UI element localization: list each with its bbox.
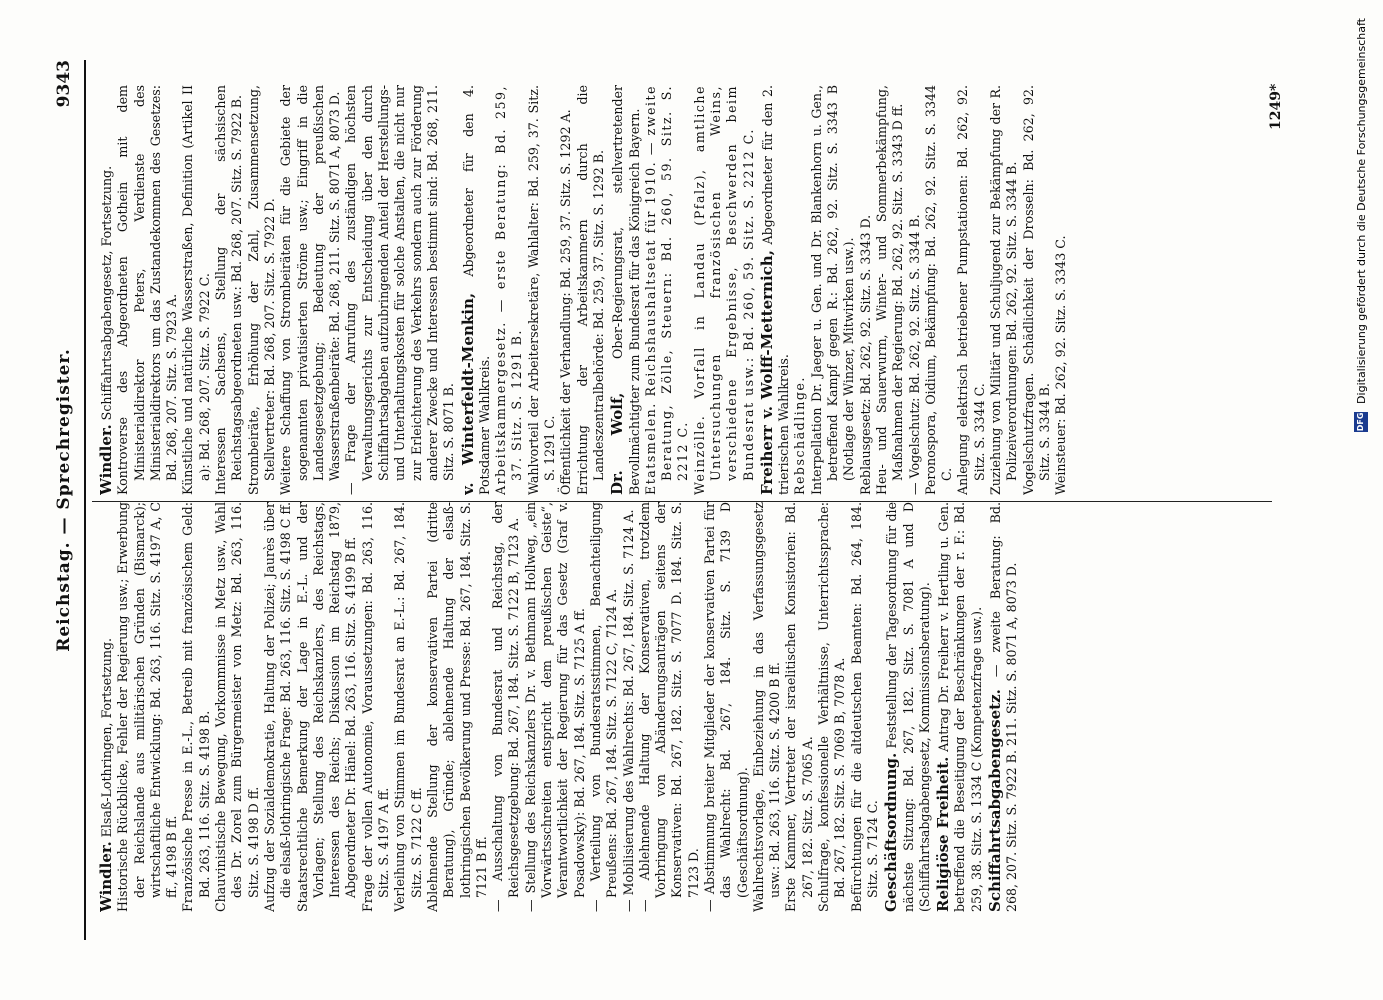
register-entry: Schulfrage, konfessionelle Verhältnisse, Unterrichtssprache: Bd. 267, 182. Sitz. S. 7069 B, 7078 A. [816,502,848,912]
register-heading [98,85,115,495]
register-entry: Historische Rückblicke, Fehler der Regierung usw.; Erwerbung der Reichslande aus militärischen Gründen (Bismarck); wirtschaftliche Entwicklung: Bd. 263, 116. Sitz. S. 4197 A, C ff., 4198 B ff. [115,502,180,912]
register-entry: Zuziehung von Militär und Schuljugend zur Bekämpfung der R. Polizeiverordnungen: Bd. 262, 92. Sitz. S. 3344 B. [988,85,1020,495]
register-entry: Interessen Sachsens, Stellung der sächsischen Reichstagsabgeordneten usw.: Bd. 268, 207. Sitz. S. 7922 B. [213,85,245,495]
register-entry: Strombeiräte, Erhöhung der Zahl, Zusammensetzung, Stellvertreter: Bd. 268, 207. Sitz. S. 7922 D. [245,85,277,495]
register-entry: Errichtung der Arbeitskammern durch die Landeszentralbehörde: Bd. 259, 37. Sitz. S. 1292 B. [574,85,606,495]
heading-keyword: Geschäftsordnung. [882,752,901,912]
heading-keyword: Windler. [97,424,115,495]
heading-text: Antrag Dr. Freiherr v. Hertling u. Gen. betreffend die Beseitigung der Beschränkungen der r. F.: Bd. 259, 38. Sitz. S. 1334 C (Kompetenzfrage usw.). [936,502,984,912]
register-entry: Wahlvorteil der Arbeitersekretäre, Wahlalter: Bd. 259, 37. Sitz. S. 1291 C. [525,85,558,495]
digitization-note [1346,0,1376,1000]
register-entry: Weinsteuer: Bd. 262, 92. Sitz. S. 3343 C. [1053,235,1069,495]
register-entry: Heu- und Sauerwurm, Winter- und Sommerbekämpfung, Maßnahmen der Regierung: Bd. 262, 92. Sitz. S. 3343 D ff. [873,85,906,495]
register-entry: Befürchtungen für die altdeutschen Beamten: Bd. 264, 184. Sitz. S. 7124 C. [848,502,880,912]
register-entry: Kontroverse des Abgeordneten Gothein mit dem Ministerialdirektor Peters, Verdienste des Ministerialdirektors um das Zustandekommen des Gesetzes: Bd. 268, 207. Sitz. S. 7923 A. [115,85,180,495]
header-rule [84,60,86,940]
heading-keyword: Religiöse Freiheit. [934,756,953,912]
page-number: 9343 [54,60,74,108]
heading-keyword: Windler. [97,841,115,912]
heading-text: Feststellung der Tagesordnung für die nächste Sitzung: Bd. 267, 182. Sitz. S. 7081 A und D (Schiffahrtsabgabengesetz, Kommissionsberatung). [884,502,932,912]
heading-keyword: Freiherr v. Wolff-Metternich, [757,250,776,495]
register-entry: Frage der vollen Autonomie, Voraussetzungen: Bd. 263, 116. Sitz. S. 4197 A ff. [359,502,392,912]
running-title: Reichstag. — Sprechregister. [54,348,74,652]
register-entry: Reblausgesetz: Bd. 262, 92. Sitz. S. 3343 D. [857,214,873,495]
register-entry: Anlegung elektrisch betriebener Pumpstationen: Bd. 262, 92. Sitz. S. 3344 C. [955,85,987,495]
register-entry: Peronospora, Oidium, Bekämpfung: Bd. 262, 92. Sitz. S. 3344 C. [922,85,955,495]
heading-keyword: Schiffahrtsabgabengesetz. [986,689,1005,912]
heading-text: Abgeordneter für den 2. trierischen Wahlkreis. [759,85,792,495]
register-entry: Wahlrechtsvorlage, Einbeziehung in das Verfassungsgesetz usw.: Bd. 263, 116. Sitz. S. 4200 B ff. [750,502,783,912]
dfg-logo: DFG [1354,412,1368,432]
register-entry: — Mobilisierung des Wahlrechts: Bd. 267, 184. Sitz. S. 7124 A. [620,509,636,912]
register-entry: Staatsrechtliche Bemerkung der Lage in E.-L. und der Vorlagen; Stellung des Reichskanzlers, des Reichstags, Interessen des Reichs; Diskussion im Reichstag 1879, Abgeordneter Dr. Hänel: Bd. 263, 116. Sitz. S. 4199 B ff. [294,502,359,912]
register-entry: Interpellation Dr. Jaeger u. Gen. und Dr. Blankenhorn u. Gen., betreffend Kampf gegen R.: Bd. 262, 92. Sitz. S. 3343 B (Notlage der Winzer, Mitwirken usw.). [808,85,857,495]
register-entry: Verleihung von Stimmen im Bundesrat an E.-L.: Bd. 267, 184. Sitz. S. 7122 C ff. [392,502,424,912]
register-entry: Französische Presse in E.-L., Betreib mit französischem Geld: Bd. 263, 116. Sitz. S. 4198 B. [180,502,212,912]
left-column [96,502,1266,912]
right-column [96,85,1266,495]
register-entry: Chauvinistische Bewegung, Vorkommnisse in Metz usw., Wahl des Dr. Zorel zum Bürgermeister von Metz: Bd. 263, 116. Sitz. S. 4198 D ff. [213,502,261,912]
heading-text: — zweite Beratung: Bd. 268, 207. Sitz. S. 7922 B. 211. Sitz. S. 8071 A, 8073 D. [988,502,1020,912]
register-heading [609,85,643,495]
register-entry: Weinzölle. Vorfall in Landau (Pfalz), amtliche Untersuchungen französischen Weins, verschiedene Ergebnisse, Beschwerden beim Bundesrat usw.: Bd. 260, 59. Sitz. S. 2212 C. [691,85,756,495]
register-heading [460,85,494,495]
register-entry: — Stellung des Reichskanzlers Dr. v. Bethmann Hollweg, „ein Vorwärtsschreiten entspricht dem preußischen Geiste“, Verantwortlichkeit der Regierung für das Gesetz (Graf v. Posadowsky): Bd. 267, 184. Sitz. S. 7125 A ff. [522,502,587,912]
register-entry: — Ausschaltung von Bundesrat und Reichstag, der Reichsgesetzgebung: Bd. 267, 184. Sitz. S. 7122 B, 7123 A. [490,502,522,912]
heading-text: Ober-Regierungsrat, stellvertretender Bevollmächtigter zum Bundesrat für das Königreich Bayern. [610,85,642,495]
page-header [48,60,74,940]
register-entry: Aufzug der Sozialdemokratie, Haltung der Polizei; Jaurès über die elsaß-lothringische Frage: Bd. 263, 116. Sitz. S. 4198 C ff. [261,502,294,912]
heading-keyword: v. Winterfeldt-Menkin, [458,292,477,495]
heading-text: Elsaß-Lothringen, Fortsetzung. [99,637,114,838]
register-entry: Erste Kammer, Vertreter der israelitischen Konsistorien: Bd. 267, 182. Sitz. S. 7065 A. [783,502,815,912]
register-heading [987,502,1021,912]
column-divider [92,501,1272,502]
heading-keyword: Dr. Wolf, [608,392,627,495]
register-entry: Vogelschutzfragen. Schädlichkeit der Drosseln: Bd. 262, 92. Sitz. S. 3344 B. [1020,85,1052,495]
register-entry: — Vogelschutz: Bd. 262, 92. Sitz. S. 3344 B. [906,214,922,495]
heading-text: Abgeordneter für den 4. Potsdamer Wahlkreis. [460,85,492,495]
register-entry: Arbeitskammergesetz. — erste Beratung: Bd. 259, 37. Sitz. S. 1291 B. [493,85,525,495]
register-entry: Künstliche und natürliche Wasserstraßen, Definition (Artikel II a): Bd. 268, 207. Sitz. S. 7922 C. [180,85,212,495]
register-entry: Rebschädlinge. [792,376,808,495]
register-entry: — Ablehnende Haltung der Konservativen, trotzdem Vorbringung von Abänderungsanträgen seitens der Konservativen: Bd. 267, 182. Sitz. S. 7077 D. 184. Sitz. S. 7123 D. [636,502,701,912]
register-entry: Etatsmelen. Reichshaushaltsetat für 1910. — zweite Beratung, Zölle, Steuern: Bd. 260, 59. Sitz. S. 2212 C. [642,85,691,495]
digitization-text: Digitalisierung gefördert durch die Deutsche Forschungsgemeinschaft [1354,18,1368,404]
register-entry: — Verteilung von Bundesratsstimmen, Benachteiligung Preußens: Bd. 267, 184. Sitz. S. 7122 C, 7124 A. [587,502,620,912]
register-entry: — Frage der Anrufung des zuständigen höchsten Verwaltungsgerichts zur Entscheidung über den durch Schiffahrtsabgaben aufzubringenden Anteil der Herstellungs- und Unterhaltungskosten für solche Anstalten, die nicht nur zur Erleichterung des Verkehrs sondern auch zur Förderung anderer Zwecke und Interessen bestimmt sind: Bd. 268, 211. Sitz. S. 8071 B. [343,85,457,495]
register-heading [759,85,793,495]
register-heading [883,502,933,912]
register-entry: Öffentlichkeit der Verhandlung: Bd. 259, 37. Sitz. S. 1292 A. [558,109,574,495]
register-entry: Weitere Schaffung von Strombeiräten für die Gebiete der sogenannten privatisierten Ströme usw.; Eingriff in die Landesgesetzgebung; Bedeutung der preußischen Wasserstraßenbeiräte: Bd. 268, 211. Sitz. S. 8071 A, 8073 D. [278,85,343,495]
register-heading [935,502,985,912]
heading-text: Schiffahrtsabgabengesetz, Fortsetzung. [99,165,114,421]
signature-mark: 1249* [1268,83,1284,130]
register-entry: — Abstimmung breiter Mitglieder der konservativen Partei für das Wahlrecht: Bd. 267, 184. Sitz. S. 7139 D (Geschäftsordnung). [701,502,750,912]
register-entry: Ablehnende Stellung der konservativen Partei (dritte Beratung), Gründe; ablehnende Haltung der elsaß-lothringischen Bevölkerung und Presse: Bd. 267, 184. Sitz. S. 7121 B ff. [424,502,489,912]
register-heading [98,502,115,912]
